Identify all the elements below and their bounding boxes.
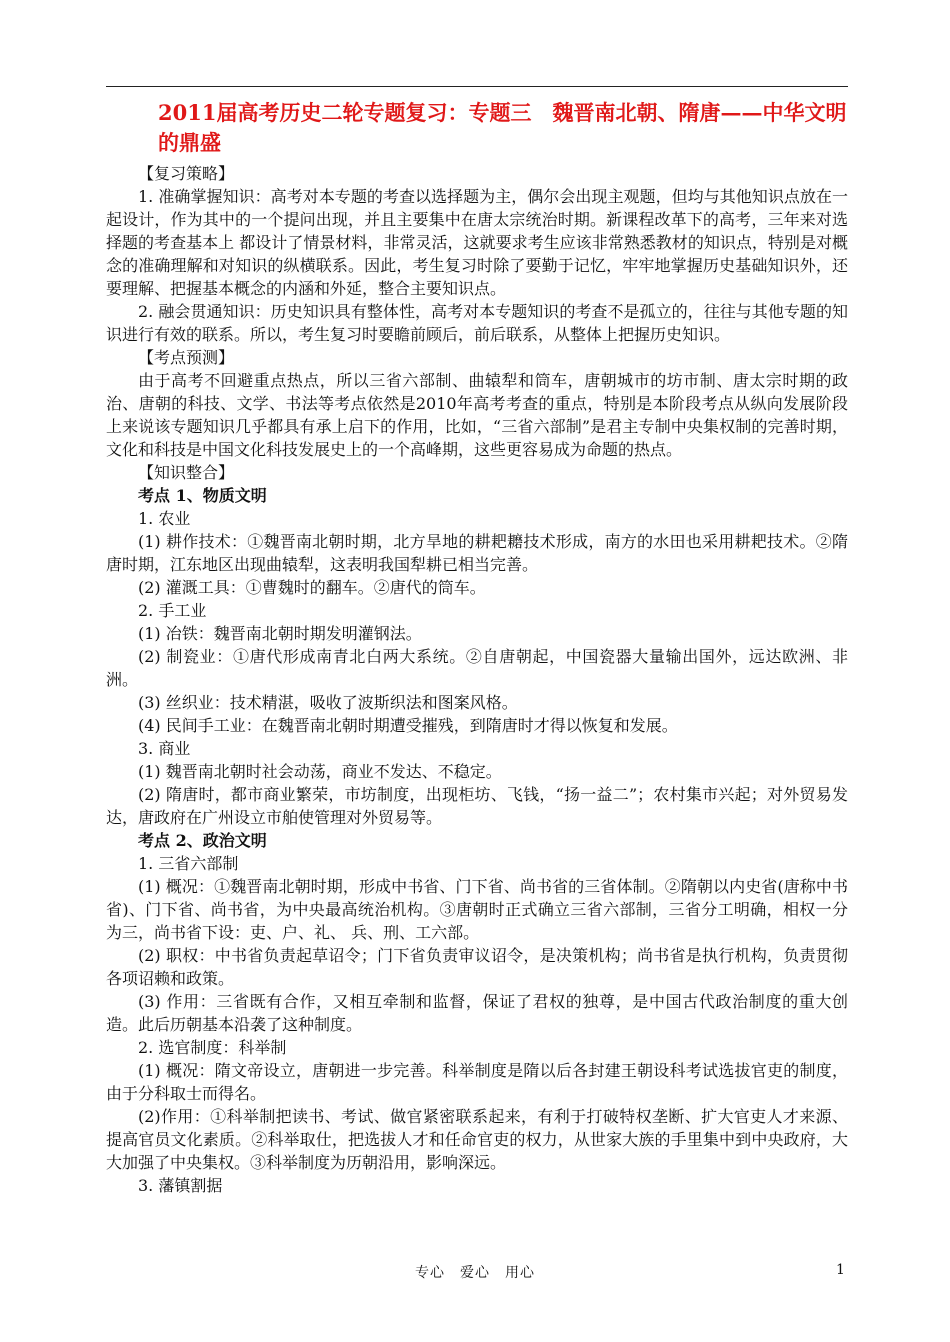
kd2-line: 1. 三省六部制 [138,854,239,873]
header-rule [106,86,848,87]
kd1-line: (4) 民间手工业：在魏晋南北朝时期遭受摧残，到隋唐时才得以恢复和发展。 [138,716,678,735]
document-body [106,98,848,1197]
kd1-line: (3) 丝织业：技术精湛，吸收了波斯织法和图案风格。 [138,693,518,712]
page-number: 1 [836,1262,845,1278]
kaodian-2-heading: 考点 2、政治文明 [138,831,267,850]
kd1-line: 1. 农业 [138,509,191,528]
footer-motto: 专心 爱心 用心 [415,1265,535,1281]
kd2-line: (1) 概况：隋文帝设立，唐朝进一步完善。科举制度是隋以后各封建王朝设科考试选拔官吏的制度，由于分科取士而得名。 [106,1061,848,1103]
strategy-paragraph-2: 2. 融会贯通知识：历史知识具有整体性，高考对本专题知识的考查不是孤立的，往往与其他专题的知识进行有效的联系。所以，考生复习时要瞻前顾后，前后联系，从整体上把握历史知识。 [106,302,848,344]
kd2-line: (3) 作用：三省既有合作，又相互牵制和监督，保证了君权的独尊，是中国古代政治制度的重大创造。此后历朝基本沿袭了这种制度。 [106,992,848,1034]
kd2-line: 2. 选官制度：科举制 [138,1038,287,1057]
section-heading-forecast: 【考点预测】 [138,348,235,367]
kd1-line: (2) 灌溉工具：①曹魏时的翻车。②唐代的筒车。 [138,578,486,597]
kd1-line: (1) 魏晋南北朝时社会动荡，商业不发达、不稳定。 [138,762,502,781]
kd2-line: (2) 职权：中书省负责起草诏令；门下省负责审议诏令，是决策机构；尚书省是执行机构，负责贯彻各项诏赖和政策。 [106,946,848,988]
strategy-paragraph-1: 1. 准确掌握知识：高考对本专题的考查以选择题为主，偶尔会出现主观题，但均与其他知识点放在一起设计，作为其中的一个提问出现，并且主要集中在唐太宗统治时期。新课程改革下的高考，三年来对选择题的考查基本上 都设计了情景材料，非常灵活，这就要求考生应该非常熟悉教材的知识点，特别是对概念的准确理解和对知识的纵横联系。因此，考生复习时除了要勤于记忆，牢牢地掌握历史基础知识外，还要理解、把握基本概念的内涵和外延，整合主要知识点。 [106,187,848,298]
forecast-paragraph: 由于高考不回避重点热点，所以三省六部制、曲辕犁和筒车，唐朝城市的坊市制、唐太宗时期的政治、唐朝的科技、文学、书法等考点依然是2010年高考考查的重点，特别是本阶段考点从纵向发展阶段上来说该专题知识几乎都具有承上启下的作用，比如，“三省六部制”是君主专制中央集权制的完善时期，文化和科技是中国文化科技发展史上的一个高峰期，这些更容易成为命题的热点。 [106,371,848,459]
kd2-line: (1) 概况：①魏晋南北朝时期，形成中书省、门下省、尚书省的三省体制。②隋朝以内史省(唐称中书省)、门下省、尚书省，为中央最高统治机构。③唐朝时正式确立三省六部制，三省分工明确，相权一分为三，尚书省下设：吏、户、礼、 兵、刑、工六部。 [106,877,848,942]
kd2-line: (2)作用：①科举制把读书、考试、做官紧密联系起来，有利于打破特权垄断、扩大官吏人才来源、提高官员文化素质。②科举取仕，把选拔人才和任命官吏的权力，从世家大族的手里集中到中央政府，大大加强了中央集权。③科举制度为历朝沿用，影响深远。 [106,1107,848,1172]
section-heading-integration: 【知识整合】 [138,463,235,482]
kd1-line: (1) 耕作技术：①魏晋南北朝时期，北方旱地的耕耙耱技术形成，南方的水田也采用耕耙技术。②隋唐时期，江东地区出现曲辕犁，这表明我国犁耕已相当完善。 [106,532,848,574]
kd1-line: 3. 商业 [138,739,191,758]
kaodian-1-heading: 考点 1、物质文明 [138,486,267,505]
kd1-line: (1) 冶铁：魏晋南北朝时期发明灌钢法。 [138,624,422,643]
kd1-line: (2) 制瓷业：①唐代形成南青北白两大系统。②自唐朝起，中国瓷器大量输出国外，远达欧洲、非洲。 [106,647,848,689]
kd1-line: 2. 手工业 [138,601,207,620]
document-title: 2011届高考历史二轮专题复习：专题三 魏晋南北朝、隋唐——中华文明的鼎盛 [158,100,847,155]
kd2-line: 3. 藩镇割据 [138,1176,223,1195]
section-heading-strategy: 【复习策略】 [138,164,235,183]
kd1-line: (2) 隋唐时，都市商业繁荣，市坊制度，出现柜坊、飞钱，“扬一益二”；农村集市兴起；对外贸易发达，唐政府在广州设立市舶使管理对外贸易等。 [106,785,848,827]
